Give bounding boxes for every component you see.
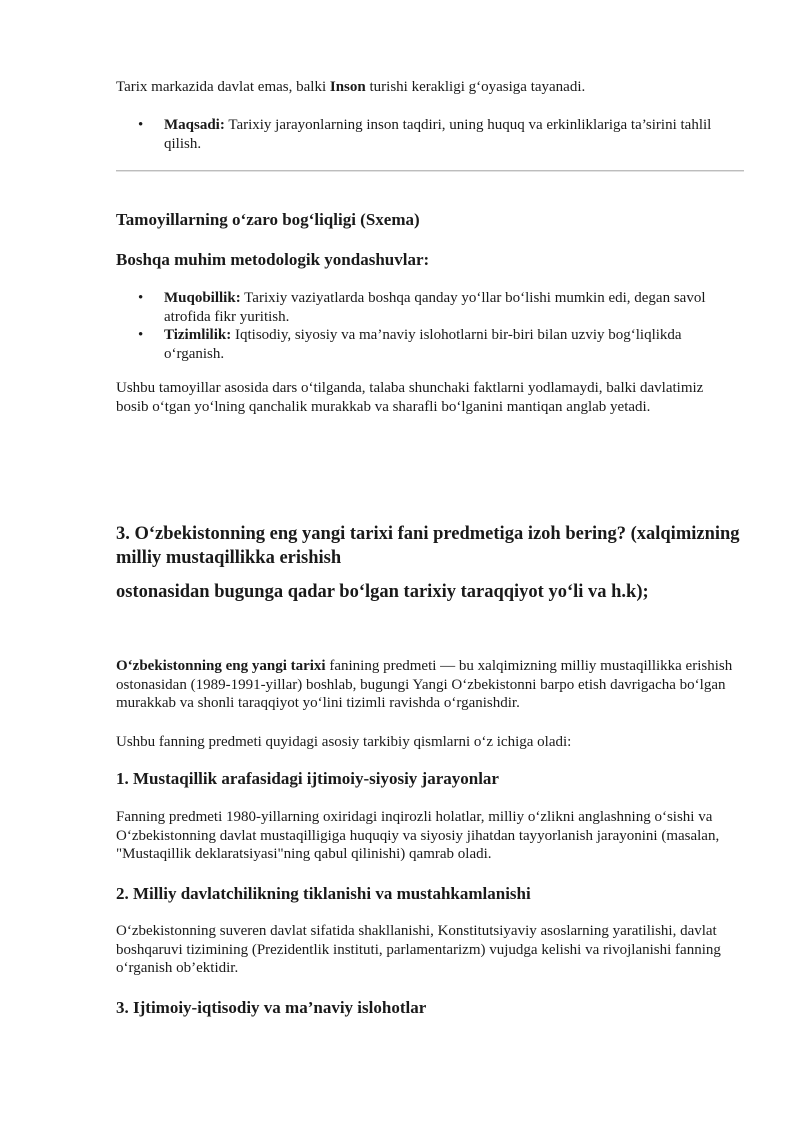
conclusion-paragraph: Ushbu tamoyillar asosida dars o‘tilganda, talaba shunchaki faktlarni yodlamaydi, balki davlatimiz bosib o‘tgan yo‘lning qanchalik murakkab va sharafli bo‘lganini mantiqan anglab yetadi. xyxy=(116,380,704,415)
bullet-icon: • xyxy=(138,290,144,306)
section-heading-scheme: Tamoyillarning o‘zaro bog‘liqligi (Sxema) xyxy=(116,210,420,229)
subject-paragraph xyxy=(116,657,736,713)
parts-intro-paragraph: Ushbu fanning predmeti quyidagi asosiy tarkibiy qismlarni o‘z ichiga oladi: xyxy=(116,734,572,750)
intro-text-end: turishi kerakligi g‘oyasiga tayanadi. xyxy=(365,79,586,95)
horizontal-divider xyxy=(116,170,744,172)
bullet-icon: • xyxy=(138,117,144,133)
question-heading-continued: ostonasidan bugunga qadar bo‘lgan tarixiy taraqqiyot yo‘li va h.k); xyxy=(116,582,649,602)
intro-text-start: Tarix markazida davlat emas, balki xyxy=(116,79,330,95)
list-item-term: Maqsadi: xyxy=(164,117,225,133)
question-heading: 3. O‘zbekistonning eng yangi tarixi fani predmetiga izoh bering? (xalqimizning milliy mustaqillikka erishish xyxy=(116,524,740,568)
approaches-list xyxy=(116,289,726,363)
list-item-text: Tarixiy jarayonlarning inson taqdiri, uning huquq va erkinliklariga ta’sirini tahlil qilish. xyxy=(164,117,712,152)
intro-paragraph xyxy=(116,78,585,97)
section-heading-1: 1. Mustaqillik arafasidagi ijtimoiy-siyosiy jarayonlar xyxy=(116,769,499,788)
purpose-list xyxy=(116,116,726,153)
section-paragraph-2: O‘zbekistonning suveren davlat sifatida shakllanishi, Konstitutsiyaviy asoslarning yaratilishi, davlat boshqaruvi tizimining (Prezidentlik instituti, parlamentarizm) vujudga kelishi va rivojlanishi fanning o‘rganish ob’ektidir. xyxy=(116,923,721,976)
list-item xyxy=(116,326,726,363)
section-heading-2: 2. Milliy davlatchilikning tiklanishi va mustahkamlanishi xyxy=(116,884,531,903)
subject-text: fanining predmeti — bu xalqimizning milliy mustaqillikka erishish ostonasidan (1989-1991-yillar) boshlab, bugungi Yangi O‘zbekistonni barpo etish davrigacha bo‘lgan murakkab va shonli taraqqiyot yo‘lini tizimli ravishda o‘rganishdir. xyxy=(116,658,733,711)
bullet-icon: • xyxy=(138,327,144,343)
list-item-term: Muqobillik: xyxy=(164,290,241,306)
list-item xyxy=(116,289,726,326)
list-item-text: Tarixiy vaziyatlarda boshqa qanday yo‘llar bo‘lishi mumkin edi, degan savol atrofida fikr yuritish. xyxy=(164,290,706,325)
section-paragraph-1: Fanning predmeti 1980-yillarning oxiridagi inqirozli holatlar, milliy o‘zlikni anglashning o‘sishi va O‘zbekistonning davlat mustaqilligiga huquqiy va siyosiy jihatdan tayyorlanish jarayonini (masalan, "Mustaqillik deklaratsiyasi"ning qabul qilinishi) qamrab oladi. xyxy=(116,809,720,862)
subject-bold-term: O‘zbekistonning eng yangi tarixi xyxy=(116,658,326,674)
list-item xyxy=(116,116,726,153)
list-item-term: Tizimlilik: xyxy=(164,327,232,343)
section-heading-3: 3. Ijtimoiy-iqtisodiy va ma’naviy islohotlar xyxy=(116,998,427,1017)
intro-bold-term: Inson xyxy=(329,79,366,95)
section-heading-approaches: Boshqa muhim metodologik yondashuvlar: xyxy=(116,250,430,269)
list-item-text: Iqtisodiy, siyosiy va ma’naviy islohotlarni bir-biri bilan uzviy bog‘liqlikda o‘rganish. xyxy=(164,327,682,362)
